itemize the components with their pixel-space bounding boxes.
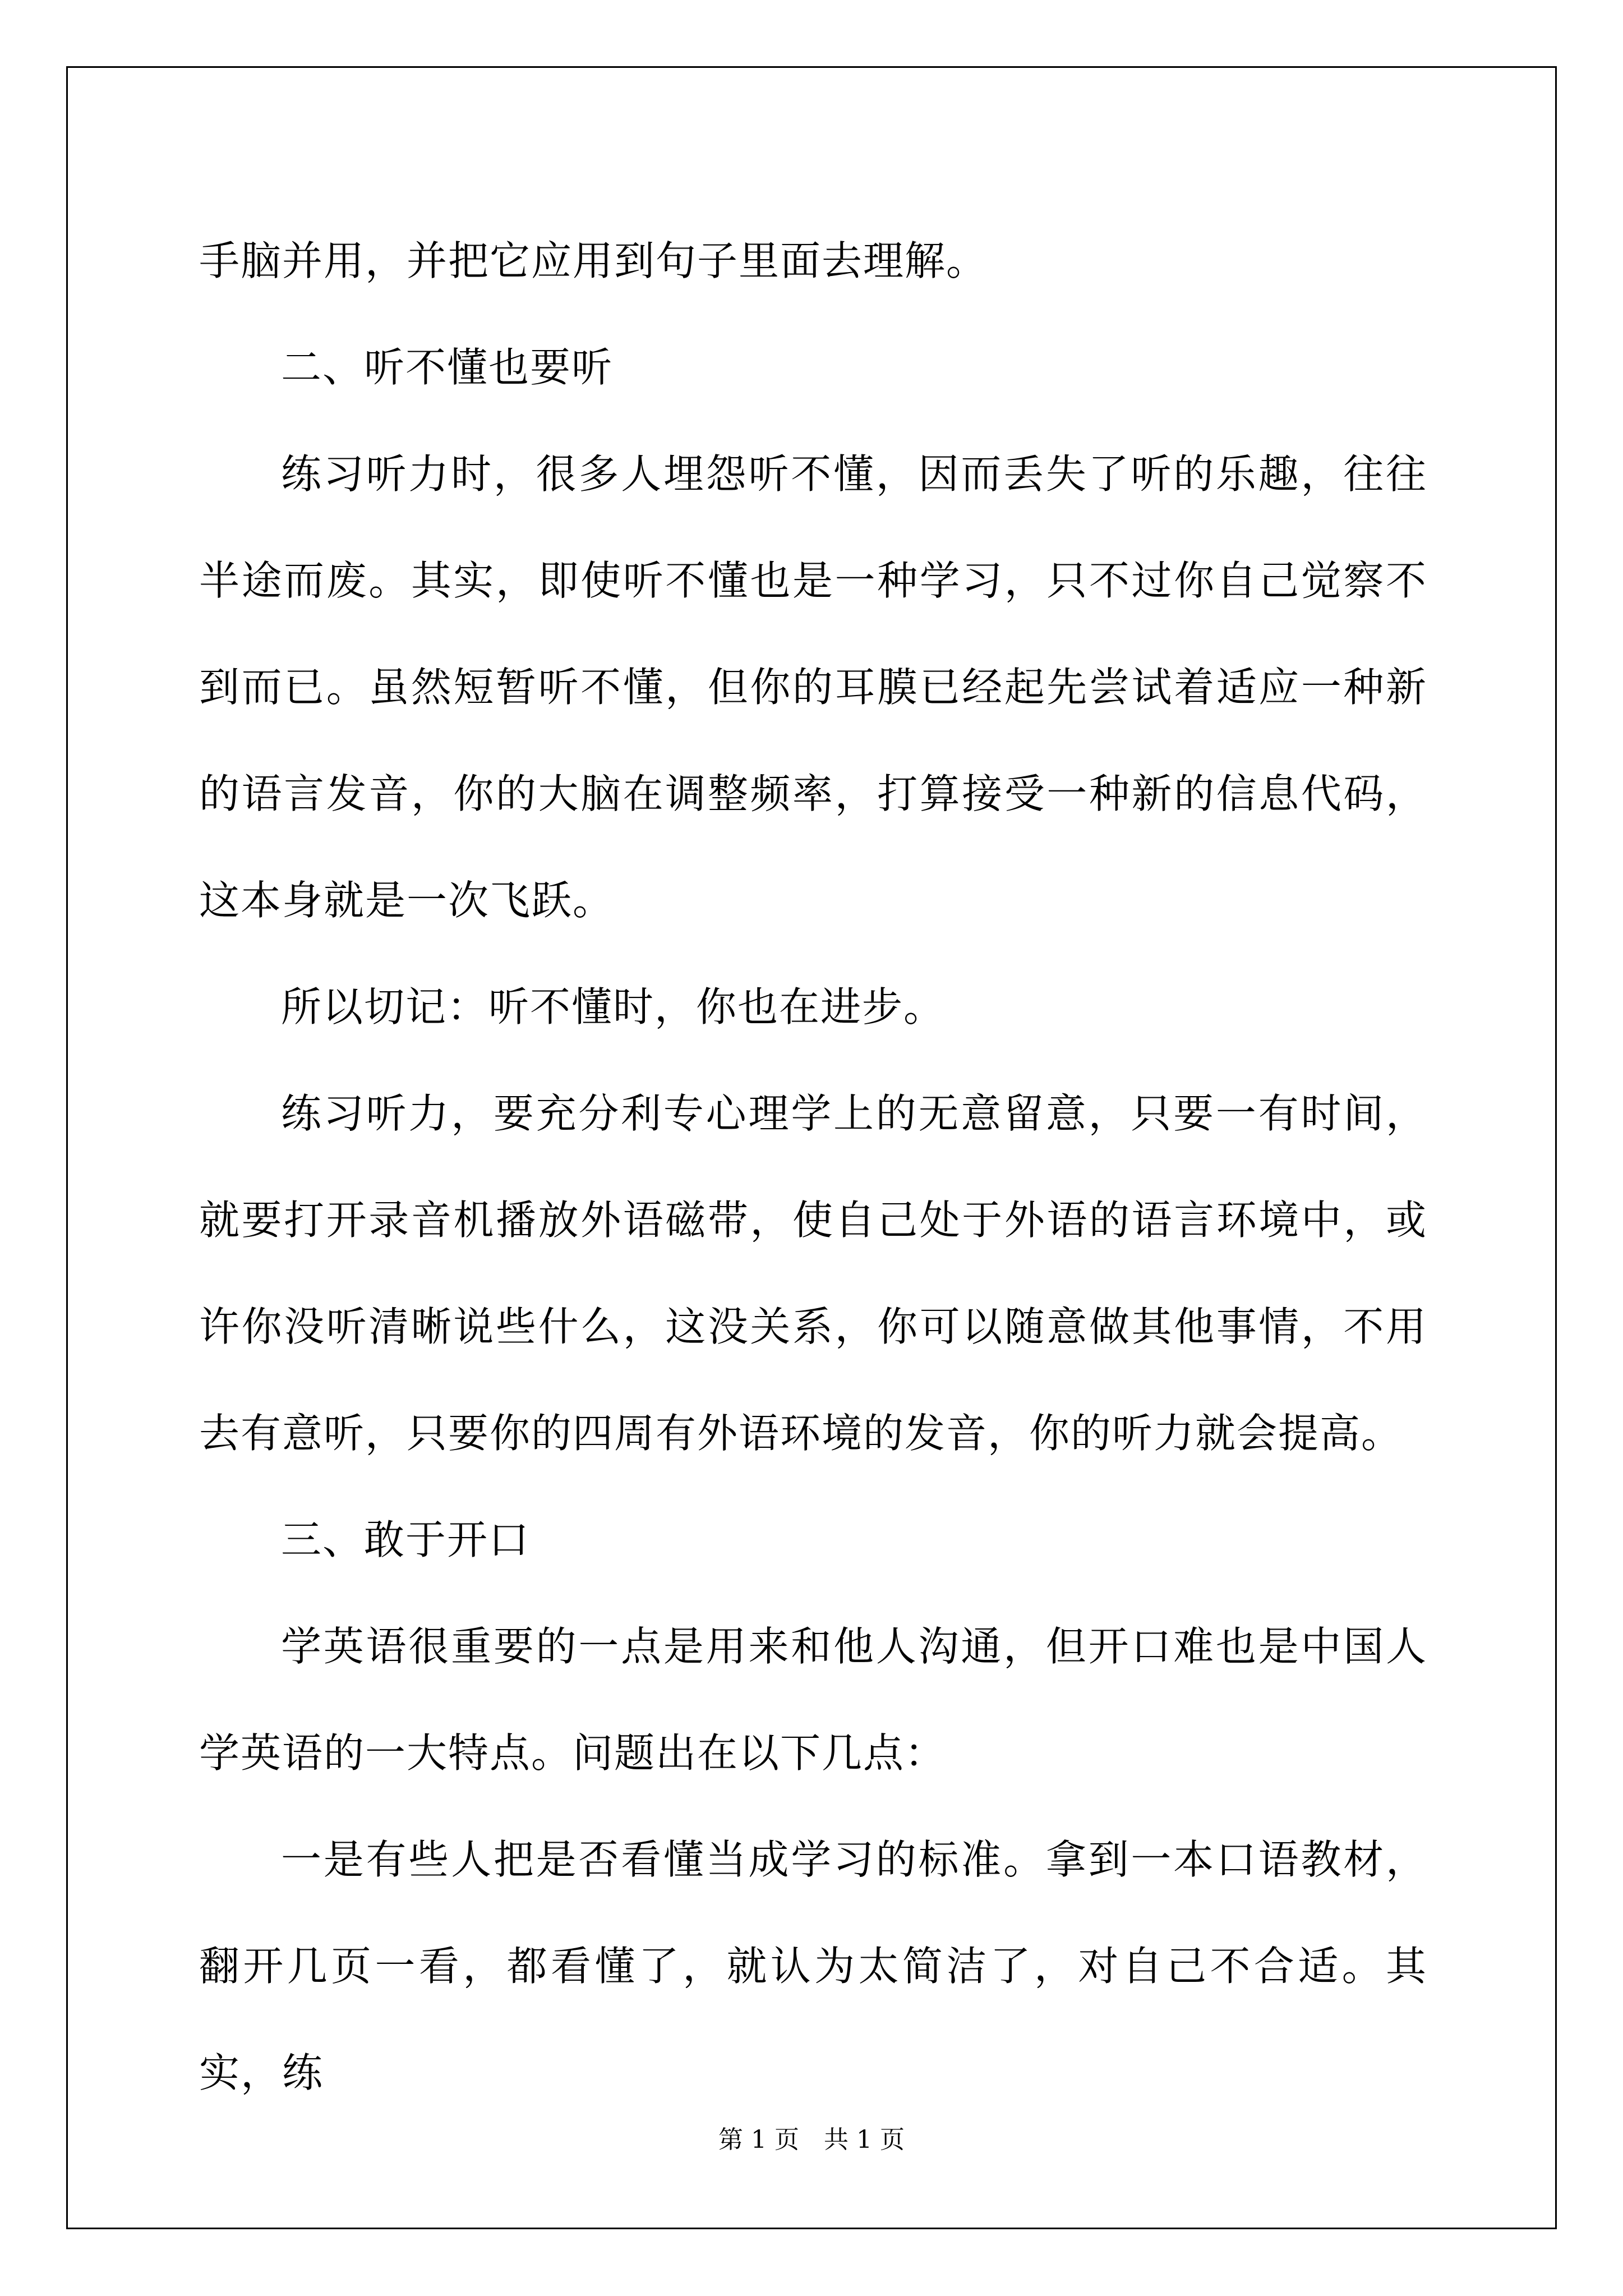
- paragraph-first-point: 一是有些人把是否看懂当成学习的标准。拿到一本口语教材，翻开几页一看，都看懂了，就认为太简洁了，对自己不合适。其实，练: [199, 1836, 1427, 2096]
- paragraph-listening-practice: 练习听力时，很多人埋怨听不懂，因而丢失了听的乐趣，往往半途而废。其实，即使听不懂也是一种学习，只不过你自己觉察不到而已。虽然短暂听不懂，但你的耳膜已经起先尝试着适应一种新的语言发音，你的大脑在调整频率，打算接受一种新的信息代码，这本身就是一次飞跃。: [199, 450, 1427, 924]
- page-footer: 第 1 页 共 1 页: [718, 2125, 905, 2154]
- paragraph-remember: 所以切记：听不懂时，你也在进步。: [281, 983, 946, 1030]
- document-body: [199, 208, 1427, 2126]
- paragraph-speaking-intro: 学英语很重要的一点是用来和他人沟通，但开口难也是中国人学英语的一大特点。问题出在以下几点：: [199, 1623, 1427, 1777]
- section-heading-listening: 二、听不懂也要听: [281, 344, 614, 391]
- paragraph-listening-environment: 练习听力，要充分利专心理学上的无意留意，只要一有时间，就要打开录音机播放外语磁带，使自己处于外语的语言环境中，或许你没听清晰说些什么，这没关系，你可以随意做其他事情，不用去有意听，只要你的四周有外语环境的发音，你的听力就会提高。: [199, 1090, 1427, 1457]
- section-heading-speaking: 三、敢于开口: [281, 1516, 531, 1563]
- paragraph-1: 手脑并用，并把它应用到句子里面去理解。: [199, 237, 988, 284]
